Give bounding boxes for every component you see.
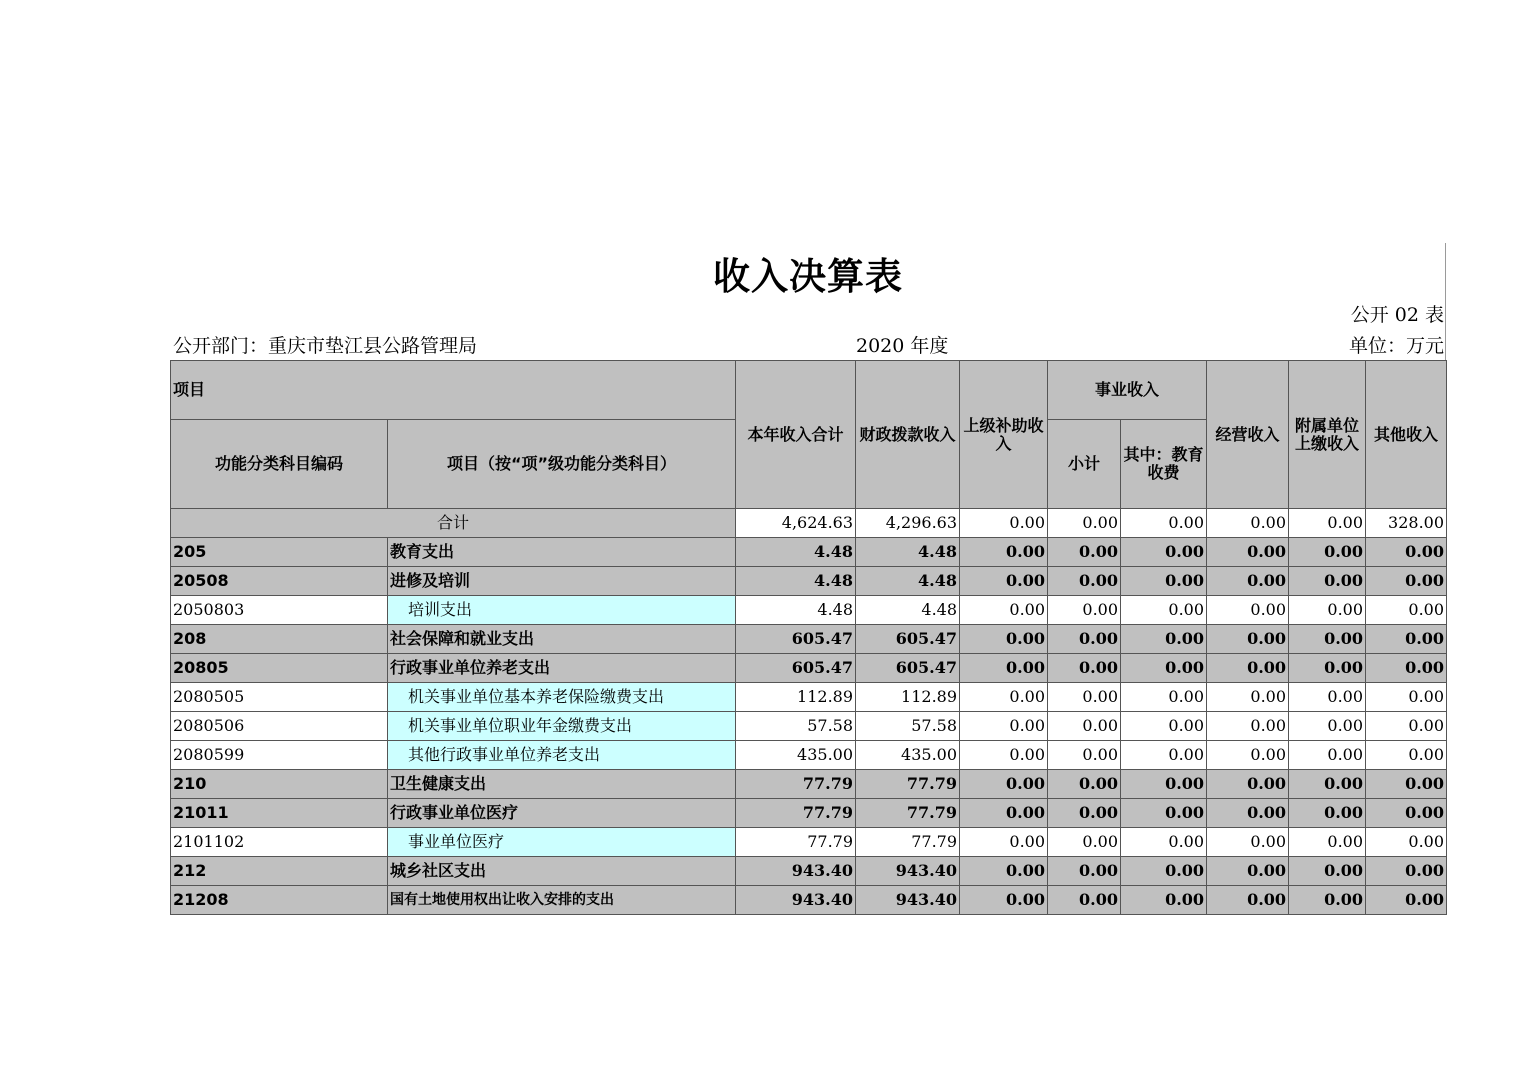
row-name: 其他行政事业单位养老支出 (388, 741, 736, 770)
fiscal-year: 2020 年度 (856, 335, 949, 357)
value-cell: 0.00 (960, 828, 1048, 857)
value-cell: 0.00 (1048, 596, 1121, 625)
value-cell: 0.00 (1207, 741, 1289, 770)
value-cell: 0.00 (960, 596, 1048, 625)
value-cell: 0.00 (1366, 799, 1447, 828)
total-value-cell: 4,296.63 (856, 509, 960, 538)
header-fiscal: 财政拨款收入 (856, 361, 960, 509)
value-cell: 0.00 (1289, 857, 1366, 886)
value-cell: 0.00 (1289, 596, 1366, 625)
row-name: 进修及培训 (388, 567, 736, 596)
header-code: 功能分类科目编码 (171, 420, 388, 509)
row-code: 2080505 (171, 683, 388, 712)
value-cell: 0.00 (960, 799, 1048, 828)
value-cell: 0.00 (1289, 712, 1366, 741)
value-cell: 0.00 (1366, 654, 1447, 683)
value-cell: 0.00 (1121, 683, 1207, 712)
value-cell: 943.40 (736, 886, 856, 915)
unit-label: 单位：万元 (1348, 335, 1444, 357)
value-cell: 605.47 (736, 625, 856, 654)
value-cell: 0.00 (1289, 741, 1366, 770)
value-cell: 0.00 (1207, 828, 1289, 857)
value-cell: 0.00 (1207, 770, 1289, 799)
value-cell: 4.48 (736, 538, 856, 567)
value-cell: 0.00 (1048, 741, 1121, 770)
table-row (171, 741, 1447, 770)
value-cell: 0.00 (1048, 712, 1121, 741)
value-cell: 0.00 (960, 538, 1048, 567)
row-name: 教育支出 (388, 538, 736, 567)
row-name: 卫生健康支出 (388, 770, 736, 799)
value-cell: 4.48 (736, 567, 856, 596)
header-education: 其中：教育收费 (1121, 420, 1207, 509)
total-value-cell: 0.00 (1289, 509, 1366, 538)
row-code: 20805 (171, 654, 388, 683)
header-business: 事业收入 (1048, 361, 1207, 420)
value-cell: 0.00 (1048, 538, 1121, 567)
value-cell: 0.00 (1289, 770, 1366, 799)
total-value-cell: 328.00 (1366, 509, 1447, 538)
value-cell: 0.00 (1048, 799, 1121, 828)
total-value-cell: 0.00 (960, 509, 1048, 538)
value-cell: 0.00 (1121, 567, 1207, 596)
value-cell: 605.47 (856, 654, 960, 683)
row-code: 212 (171, 857, 388, 886)
total-value-cell: 0.00 (1048, 509, 1121, 538)
value-cell: 0.00 (1207, 625, 1289, 654)
value-cell: 0.00 (1366, 712, 1447, 741)
row-name: 行政事业单位医疗 (388, 799, 736, 828)
value-cell: 4.48 (856, 567, 960, 596)
value-cell: 4.48 (736, 596, 856, 625)
value-cell: 0.00 (960, 857, 1048, 886)
value-cell: 0.00 (960, 683, 1048, 712)
value-cell: 0.00 (1121, 654, 1207, 683)
table-row (171, 683, 1447, 712)
table-row (171, 654, 1447, 683)
department-label: 公开部门：重庆市垫江县公路管理局 (173, 335, 478, 357)
total-value-cell: 4,624.63 (736, 509, 856, 538)
value-cell: 0.00 (1366, 741, 1447, 770)
header-total: 本年收入合计 (736, 361, 856, 509)
value-cell: 0.00 (1289, 567, 1366, 596)
value-cell: 0.00 (1289, 828, 1366, 857)
row-name: 行政事业单位养老支出 (388, 654, 736, 683)
value-cell: 0.00 (1048, 770, 1121, 799)
value-cell: 0.00 (1121, 712, 1207, 741)
value-cell: 0.00 (1366, 857, 1447, 886)
value-cell: 0.00 (1121, 770, 1207, 799)
row-code: 2050803 (171, 596, 388, 625)
value-cell: 0.00 (1048, 683, 1121, 712)
value-cell: 0.00 (960, 654, 1048, 683)
value-cell: 0.00 (1207, 538, 1289, 567)
value-cell: 0.00 (960, 741, 1048, 770)
value-cell: 0.00 (1048, 567, 1121, 596)
value-cell: 0.00 (960, 625, 1048, 654)
value-cell: 0.00 (960, 886, 1048, 915)
value-cell: 0.00 (1207, 886, 1289, 915)
header-operating: 经营收入 (1207, 361, 1289, 509)
value-cell: 0.00 (1366, 596, 1447, 625)
value-cell: 0.00 (1207, 712, 1289, 741)
header-subtotal: 小计 (1048, 420, 1121, 509)
value-cell: 0.00 (960, 770, 1048, 799)
value-cell: 112.89 (856, 683, 960, 712)
value-cell: 0.00 (1289, 886, 1366, 915)
value-cell: 77.79 (736, 828, 856, 857)
value-cell: 0.00 (1366, 538, 1447, 567)
value-cell: 0.00 (1121, 596, 1207, 625)
value-cell: 0.00 (1207, 596, 1289, 625)
value-cell: 0.00 (1289, 799, 1366, 828)
value-cell: 4.48 (856, 596, 960, 625)
value-cell: 435.00 (736, 741, 856, 770)
value-cell: 77.79 (736, 799, 856, 828)
header-other: 其他收入 (1366, 361, 1447, 509)
table-row (171, 857, 1447, 886)
value-cell: 0.00 (1366, 625, 1447, 654)
value-cell: 943.40 (856, 857, 960, 886)
value-cell: 4.48 (856, 538, 960, 567)
value-cell: 435.00 (856, 741, 960, 770)
table-row (171, 596, 1447, 625)
row-code: 210 (171, 770, 388, 799)
value-cell: 77.79 (736, 770, 856, 799)
value-cell: 0.00 (1366, 828, 1447, 857)
value-cell: 57.58 (856, 712, 960, 741)
total-value-cell: 0.00 (1121, 509, 1207, 538)
row-name: 国有土地使用权出让收入安排的支出 (388, 886, 736, 915)
value-cell: 943.40 (736, 857, 856, 886)
header-project: 项目 (171, 361, 736, 420)
value-cell: 605.47 (856, 625, 960, 654)
value-cell: 0.00 (1366, 683, 1447, 712)
row-name: 机关事业单位职业年金缴费支出 (388, 712, 736, 741)
value-cell: 0.00 (1366, 567, 1447, 596)
value-cell: 0.00 (1048, 886, 1121, 915)
table-row (171, 799, 1447, 828)
row-code: 20508 (171, 567, 388, 596)
table-row (171, 567, 1447, 596)
value-cell: 0.00 (1048, 654, 1121, 683)
value-cell: 0.00 (1207, 683, 1289, 712)
value-cell: 0.00 (1048, 828, 1121, 857)
table-row (171, 712, 1447, 741)
value-cell: 77.79 (856, 770, 960, 799)
table-row (171, 625, 1447, 654)
row-name: 机关事业单位基本养老保险缴费支出 (388, 683, 736, 712)
table-row (171, 770, 1447, 799)
income-table (170, 360, 1447, 915)
value-cell: 0.00 (960, 567, 1048, 596)
value-cell: 0.00 (1289, 654, 1366, 683)
value-cell: 77.79 (856, 828, 960, 857)
total-row (171, 509, 1447, 538)
row-name: 城乡社区支出 (388, 857, 736, 886)
header-affiliated: 附属单位上缴收入 (1289, 361, 1366, 509)
header-name: 项目（按“项”级功能分类科目） (388, 420, 736, 509)
value-cell: 605.47 (736, 654, 856, 683)
row-name: 事业单位医疗 (388, 828, 736, 857)
value-cell: 0.00 (1289, 683, 1366, 712)
row-code: 208 (171, 625, 388, 654)
report-title: 收入决算表 (713, 255, 903, 298)
row-code: 2101102 (171, 828, 388, 857)
value-cell: 0.00 (1289, 625, 1366, 654)
value-cell: 0.00 (1289, 538, 1366, 567)
value-cell: 0.00 (1366, 886, 1447, 915)
total-value-cell: 0.00 (1207, 509, 1289, 538)
row-code: 2080599 (171, 741, 388, 770)
table-row (171, 828, 1447, 857)
form-number: 公开 02 表 (1350, 304, 1444, 326)
value-cell: 0.00 (1121, 857, 1207, 886)
row-name: 培训支出 (388, 596, 736, 625)
value-cell: 0.00 (1121, 538, 1207, 567)
value-cell: 0.00 (1121, 741, 1207, 770)
value-cell: 0.00 (1207, 654, 1289, 683)
value-cell: 0.00 (960, 712, 1048, 741)
header-upper: 上级补助收入 (960, 361, 1048, 509)
value-cell: 0.00 (1121, 799, 1207, 828)
value-cell: 0.00 (1121, 625, 1207, 654)
value-cell: 943.40 (856, 886, 960, 915)
value-cell: 77.79 (856, 799, 960, 828)
row-code: 21208 (171, 886, 388, 915)
value-cell: 57.58 (736, 712, 856, 741)
value-cell: 0.00 (1207, 799, 1289, 828)
row-code: 2080506 (171, 712, 388, 741)
row-code: 21011 (171, 799, 388, 828)
value-cell: 0.00 (1121, 828, 1207, 857)
value-cell: 112.89 (736, 683, 856, 712)
value-cell: 0.00 (1207, 857, 1289, 886)
value-cell: 0.00 (1366, 770, 1447, 799)
value-cell: 0.00 (1048, 625, 1121, 654)
row-name: 社会保障和就业支出 (388, 625, 736, 654)
value-cell: 0.00 (1121, 886, 1207, 915)
value-cell: 0.00 (1207, 567, 1289, 596)
total-label: 合计 (171, 509, 736, 538)
row-code: 205 (171, 538, 388, 567)
table-row (171, 538, 1447, 567)
value-cell: 0.00 (1048, 857, 1121, 886)
table-row (171, 886, 1447, 915)
